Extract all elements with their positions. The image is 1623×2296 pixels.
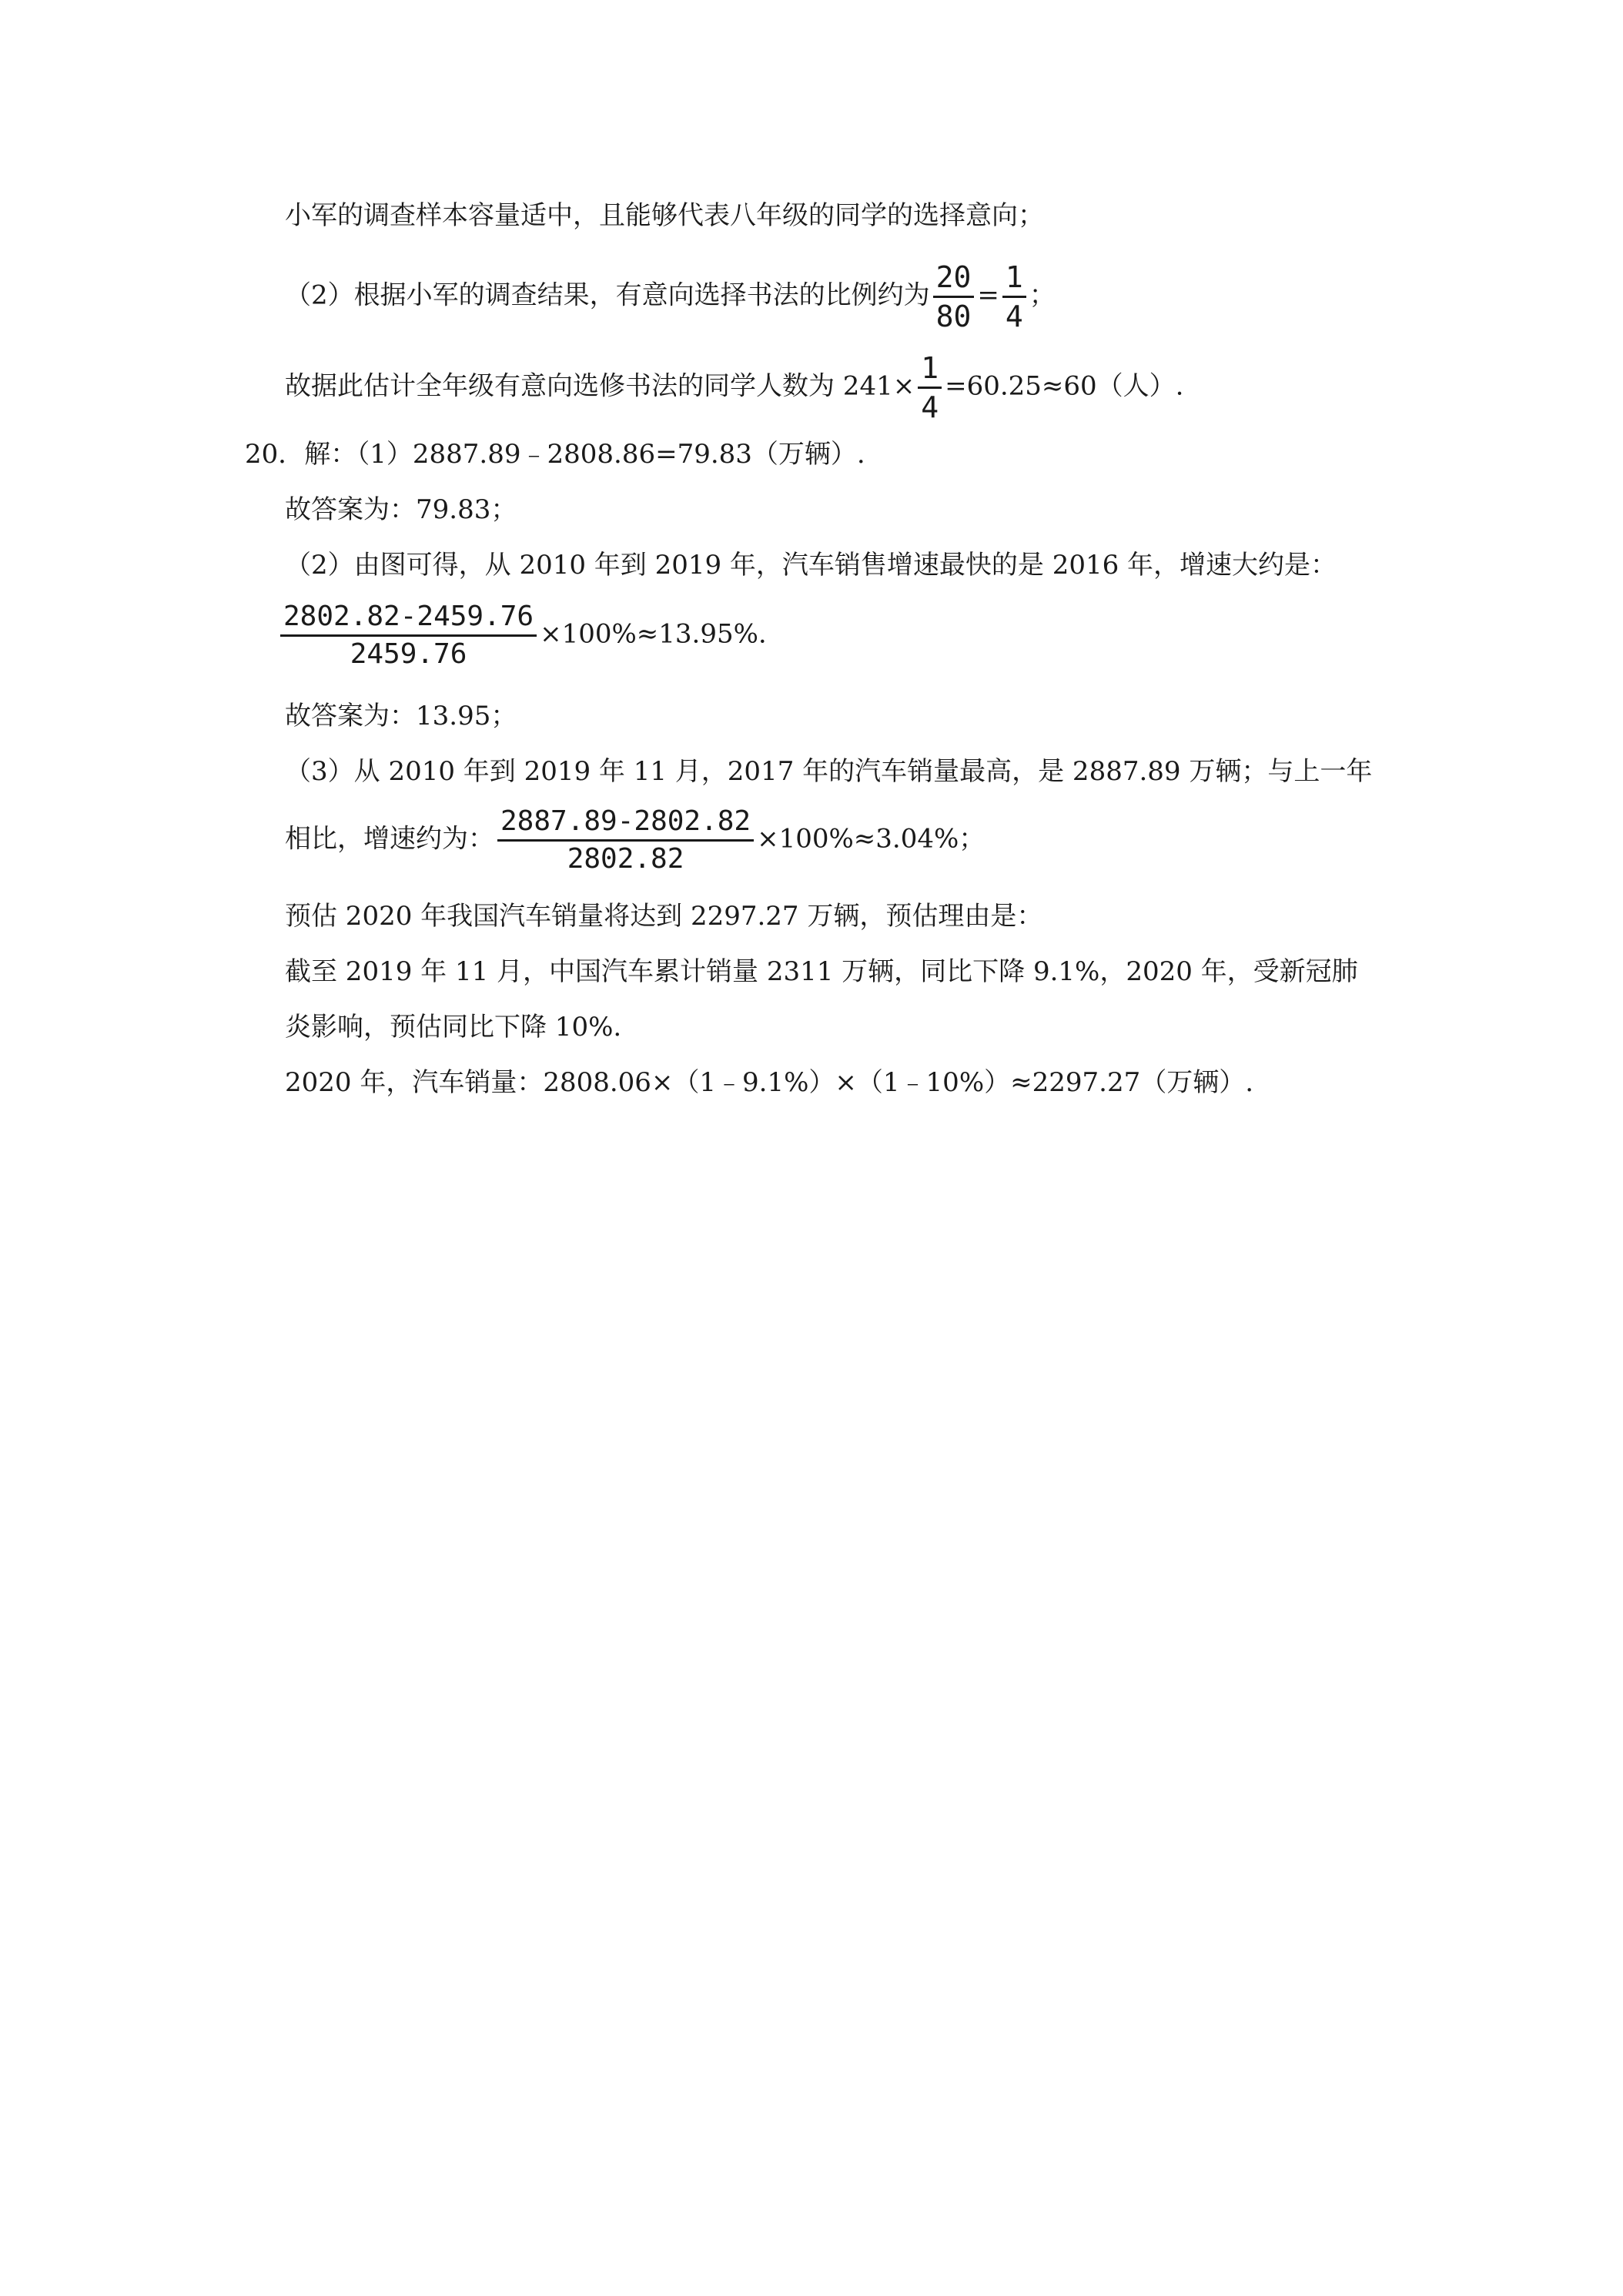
fraction-numerator: 2802.82-2459.76 (280, 601, 537, 637)
fraction-numerator: 2887.89-2802.82 (497, 805, 754, 842)
q20-line-2: 故答案为：79.83； (285, 494, 517, 525)
q20-line-10: 炎影响，预估同比下降 10%. (285, 1012, 622, 1043)
q19-line-2-end: ； (1029, 279, 1056, 311)
q20-line-6: （3）从 2010 年到 2019 年 11 月，2017 年的汽车销量最高，是 2887.89 万辆；与上一年 (285, 756, 1373, 787)
fraction-denominator: 2802.82 (567, 843, 684, 875)
q19-line-1: 小军的调查样本容量适中，且能够代表八年级的同学的选择意向； (285, 200, 1044, 231)
q20-line-11: 2020 年，汽车销量：2808.06×（1﹣9.1%）×（1﹣10%）≈2297.27（万辆）. (285, 1067, 1254, 1098)
fraction-denominator: 4 (921, 390, 939, 424)
fraction-numerator: 1 (918, 351, 942, 389)
q19-line-3 (285, 351, 1183, 424)
fraction-denominator: 2459.76 (350, 638, 467, 670)
q20-line-4-text: ×100%≈13.95%. (540, 618, 767, 650)
fraction-numerator: 1 (1002, 260, 1026, 298)
fraction-numerator: 20 (933, 260, 975, 298)
q19-line-2 (285, 260, 1056, 333)
equals-sign: = (977, 279, 999, 311)
q19-line-2-text: （2）根据小军的调查结果，有意向选择书法的比例约为 (285, 279, 930, 311)
q20-line-7 (285, 805, 985, 875)
fraction-1-over-4-estimate (918, 351, 942, 424)
fraction-20-over-80 (933, 260, 975, 333)
q20-line-7-end: ×100%≈3.04%； (757, 823, 986, 855)
q19-line-3-end: =60.25≈60（人）. (945, 370, 1184, 402)
q20-line-4 (280, 601, 767, 671)
growth-rate-2016-fraction (280, 601, 537, 671)
fraction-denominator: 4 (1005, 300, 1023, 333)
q20-line-3: （2）由图可得，从 2010 年到 2019 年，汽车销售增速最快的是 2016 年，增速大约是： (285, 550, 1337, 581)
q20-line-5: 故答案为：13.95； (285, 701, 517, 731)
fraction-1-over-4 (1002, 260, 1026, 333)
q20-line-9: 截至 2019 年 11 月，中国汽车累计销量 2311 万辆，同比下降 9.1%，2020 年，受新冠肺 (285, 956, 1358, 987)
q19-line-3-text: 故据此估计全年级有意向选修书法的同学人数为 241× (285, 370, 915, 402)
q20-line-8: 预估 2020 年我国汽车销量将达到 2297.27 万辆，预估理由是： (285, 901, 1043, 932)
q20-line-1: 20．解：（1）2887.89﹣2808.86=79.83（万辆）. (245, 439, 865, 470)
q20-line-7-text: 相比，增速约为： (285, 823, 494, 855)
fraction-denominator: 80 (935, 300, 972, 333)
growth-rate-2017-fraction (497, 805, 754, 875)
